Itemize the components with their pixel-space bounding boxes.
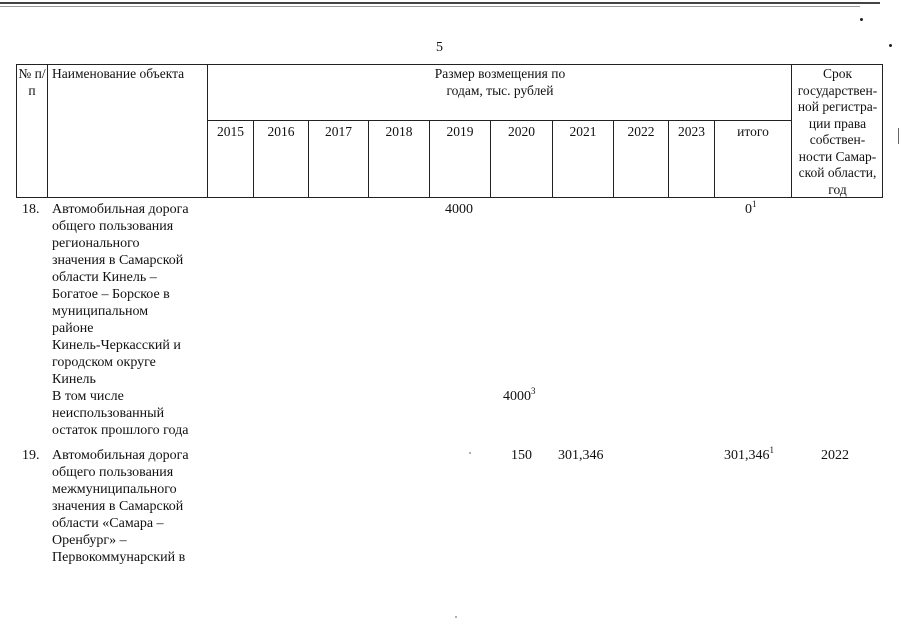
header-name: Наименование объекта [52,66,185,81]
row-name-line: области «Самара – [52,516,164,531]
row-name-line: Первокоммунарский в [52,550,186,565]
sub-name-line: неиспользованный [52,406,165,421]
value-total [724,447,774,464]
header-year: 2017 [325,124,352,139]
scan-edge-mark [898,128,899,144]
value-2020-number: 4000 [503,389,531,404]
header-year: 2018 [385,124,413,139]
row-name-line: Кинель [52,372,96,387]
scan-border-line [0,2,880,4]
header-year: 2021 [569,124,597,139]
header-year: 2015 [217,124,244,139]
row-number: 18. [22,202,40,217]
header-num: № п/п [18,66,46,98]
scan-speck [469,452,471,454]
footnote-mark: 1 [752,199,757,209]
table-top-border [16,64,883,65]
header-year: 2023 [678,124,705,139]
scan-speck [455,616,457,618]
header-year: 2022 [627,124,655,139]
header-total: итого [737,124,769,139]
years-row-border [207,120,791,121]
col-border [47,64,48,198]
scan-speck [860,18,863,21]
row-name-line: городском округе [52,355,156,370]
scan-border-line [0,6,860,7]
row-name-line: межмуниципального [52,482,177,497]
header-year: 2016 [267,124,295,139]
page-number: 5 [436,40,443,55]
row-name-line: Автомобильная дорога [52,448,189,463]
col-border [882,64,883,198]
sub-name-line: В том числе [52,389,124,404]
value-2021: 301,346 [558,448,604,463]
row-name-line: общего пользования [52,219,174,234]
header-year: 2019 [446,124,474,139]
scan-speck [889,44,892,47]
col-border [791,64,792,198]
row-name-line: Кинель-Черкасский и [52,338,181,353]
value-total-number: 0 [745,202,752,217]
header-bottom-border [16,197,883,198]
row-name-line: области Кинель – [52,270,157,285]
sub-name-line: остаток прошлого года [52,423,189,438]
value-2019: 4000 [445,202,473,217]
value-deadline: 2022 [821,448,849,463]
value-total-number: 301,346 [724,448,770,463]
header-amount-group: Размер возмещения по годам, тыс. рублей [434,66,566,98]
row-name-line: Оренбург» – [52,533,127,548]
footnote-mark: 1 [769,445,774,455]
row-name-line: значения в Самарской [52,499,184,514]
row-name-line: Автомобильная дорога [52,202,189,217]
row-name-line: общего пользования [52,465,174,480]
row-name-line: Богатое – Борское в [52,287,170,302]
header-deadline: Срок государствен-ной регистра-ции права собствен-ности Самар-ской области, год [797,66,878,197]
row-number: 19. [22,448,40,463]
row-name-line: значения в Самарской [52,253,184,268]
footnote-mark: 3 [531,386,536,396]
value-2020: 150 [511,448,532,463]
row-name-line: регионального [52,236,140,251]
row-name-line: муниципальном [52,304,149,319]
header-year: 2020 [508,124,535,139]
value-2020 [503,388,536,405]
value-total [745,201,757,218]
row-name-line: районе [52,321,94,336]
